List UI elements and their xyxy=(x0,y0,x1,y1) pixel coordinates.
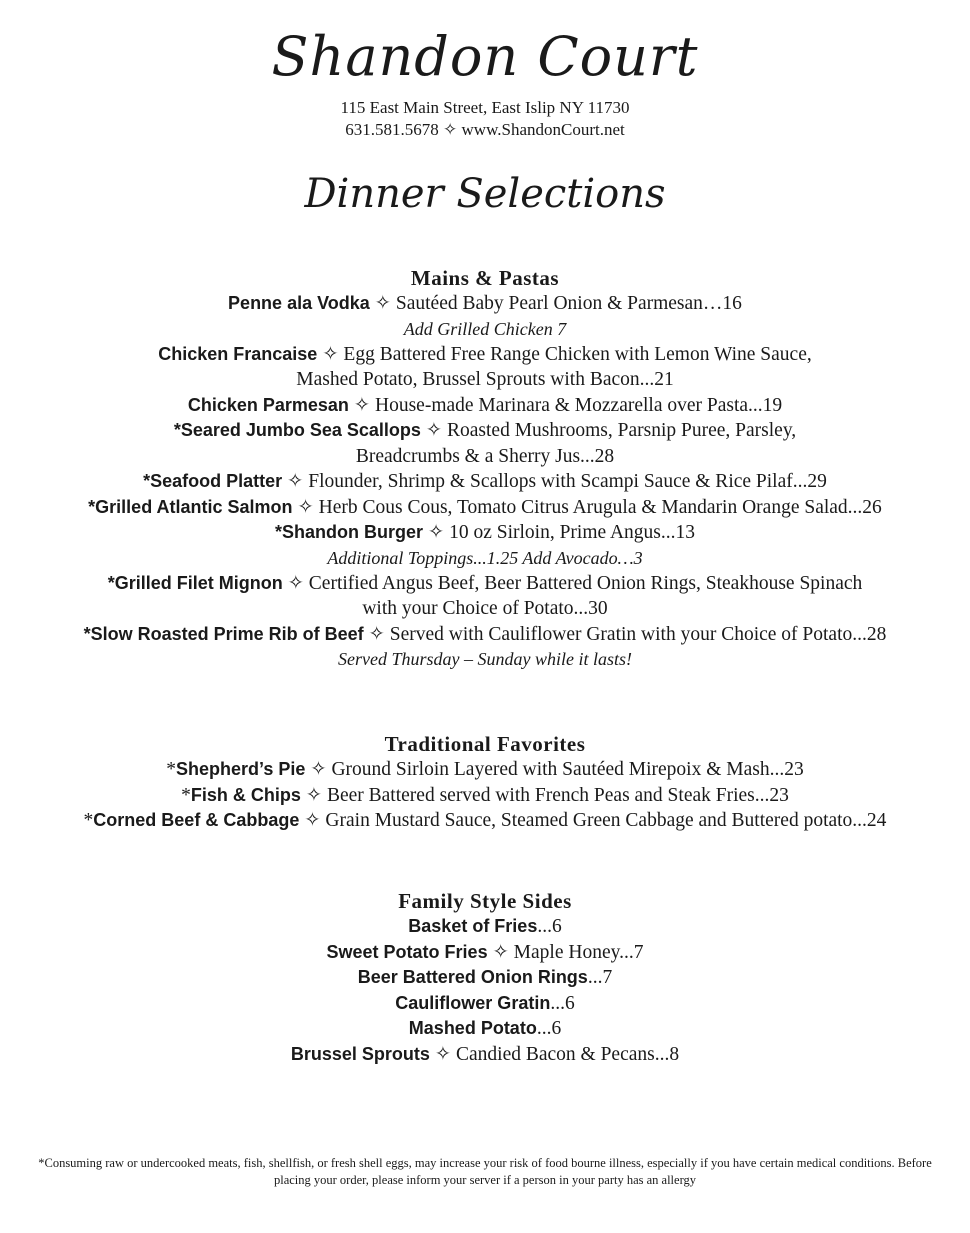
item-name: Sweet Potato Fries xyxy=(326,941,488,962)
menu-item xyxy=(0,965,970,991)
item-desc: ✧ Roasted Mushrooms, Parsnip Puree, Parsley, xyxy=(420,420,797,441)
item-desc: ✧ House-made Marinara & Mozzarella over Pasta...19 xyxy=(348,394,783,416)
allergy-asterisk: * xyxy=(83,810,94,831)
menu-item xyxy=(0,914,970,940)
menu-item xyxy=(0,622,970,648)
item-desc-cont: with your Choice of Potato...30 xyxy=(362,598,608,619)
menu-item xyxy=(0,1016,970,1042)
item-name: Basket of Fries xyxy=(408,916,538,936)
item-desc-cont: Mashed Potato, Brussel Sprouts with Bacon...21 xyxy=(296,369,674,390)
menu-note: Served Thursday – Sunday while it lasts! xyxy=(338,649,632,669)
item-name: Shepherd’s Pie xyxy=(176,759,306,779)
menu-item xyxy=(0,495,970,521)
item-name: Chicken Parmesan xyxy=(187,394,349,415)
menu-item xyxy=(0,783,970,809)
item-name: Beer Battered Onion Rings xyxy=(357,967,588,987)
menu-subtitle: Dinner Selections xyxy=(304,171,666,217)
item-desc: ✧ Sautéed Baby Pearl Onion & Parmesan…16 xyxy=(369,293,742,314)
item-name: *Grilled Filet Mignon xyxy=(107,572,283,593)
menu-item xyxy=(0,991,970,1017)
item-desc: ✧ Herb Cous Cous, Tomato Citrus Arugula & Mandarin Orange Salad...26 xyxy=(292,496,882,518)
allergy-disclaimer: *Consuming raw or undercooked meats, fish, shellfish, or fresh shell eggs, may increase your risk of food bourne illness, especially if you have certain medical conditions. Before placing your order, please inform your server if a person in your party has an allergy xyxy=(38,1156,932,1187)
item-desc: ...6 xyxy=(536,1018,562,1039)
menu-item xyxy=(0,571,970,622)
menu-item xyxy=(0,808,970,834)
item-name: Brussel Sprouts xyxy=(290,1043,430,1064)
allergy-asterisk: * xyxy=(166,759,176,780)
menu-item xyxy=(0,1042,970,1068)
section-title-mains: Mains & Pastas xyxy=(410,266,560,290)
item-name: Chicken Francaise xyxy=(158,343,318,364)
menu-note: Add Grilled Chicken 7 xyxy=(403,318,567,339)
item-desc: ✧ Egg Battered Free Range Chicken with Lemon Wine Sauce, xyxy=(317,343,812,365)
sides-section xyxy=(0,888,970,1067)
menu-item xyxy=(0,940,970,966)
menu-item xyxy=(0,393,970,419)
address-block xyxy=(0,97,970,141)
item-name: *Seafood Platter xyxy=(143,471,283,491)
item-desc: ...6 xyxy=(537,916,562,937)
menu-item xyxy=(0,291,970,317)
item-desc: ✧ Grain Mustard Sauce, Steamed Green Cabbage and Buttered potato...24 xyxy=(299,810,887,831)
menu-item xyxy=(0,342,970,393)
traditional-section xyxy=(0,731,970,834)
item-name: *Seared Jumbo Sea Scallops xyxy=(173,420,421,440)
item-desc: ✧ Certified Angus Beef, Beer Battered Onion Rings, Steakhouse Spinach xyxy=(282,572,863,594)
item-name: Mashed Potato xyxy=(408,1018,537,1038)
item-desc-cont: Breadcrumbs & a Sherry Jus...28 xyxy=(355,445,615,467)
menu-item xyxy=(0,520,970,546)
item-desc: ✧ 10 oz Sirloin, Prime Angus...13 xyxy=(423,522,696,543)
item-name: *Slow Roasted Prime Rib of Beef xyxy=(83,623,364,644)
item-name: Corned Beef & Cabbage xyxy=(93,810,300,830)
mains-section xyxy=(0,265,970,672)
item-name: Cauliflower Gratin xyxy=(395,992,551,1013)
allergy-asterisk: * xyxy=(181,784,191,806)
item-desc: ✧ Beer Battered served with French Peas and Steak Fries...23 xyxy=(300,784,789,806)
item-desc: ✧ Candied Bacon & Pecans...8 xyxy=(429,1043,680,1065)
item-name: Penne ala Vodka xyxy=(228,293,370,313)
item-desc: ...7 xyxy=(587,967,613,988)
item-desc: ✧ Served with Cauliflower Gratin with your Choice of Potato...28 xyxy=(363,623,887,645)
menu-note: Additional Toppings...1.25 Add Avocado…3 xyxy=(327,547,643,568)
section-title-sides: Family Style Sides xyxy=(398,889,572,913)
restaurant-name: Shandon Court xyxy=(271,25,699,88)
menu-item xyxy=(0,418,970,469)
menu-item xyxy=(0,469,970,495)
item-name: Fish & Chips xyxy=(190,784,301,805)
item-desc: ✧ Maple Honey...7 xyxy=(487,941,644,963)
address: 115 East Main Street, East Islip NY 11730 xyxy=(340,98,630,117)
item-name: *Shandon Burger xyxy=(274,522,423,542)
item-desc: ✧ Ground Sirloin Layered with Sautéed Mirepoix & Mash...23 xyxy=(305,759,804,780)
section-title-traditional: Traditional Favorites xyxy=(384,732,586,756)
item-name: *Grilled Atlantic Salmon xyxy=(88,496,293,517)
item-desc: ✧ Flounder, Shrimp & Scallops with Scampi Sauce & Rice Pilaf...29 xyxy=(282,471,827,492)
contact: 631.581.5678 ✧ www.ShandonCourt.net xyxy=(345,120,625,139)
menu-item xyxy=(0,757,970,783)
item-desc: ...6 xyxy=(550,992,575,1014)
